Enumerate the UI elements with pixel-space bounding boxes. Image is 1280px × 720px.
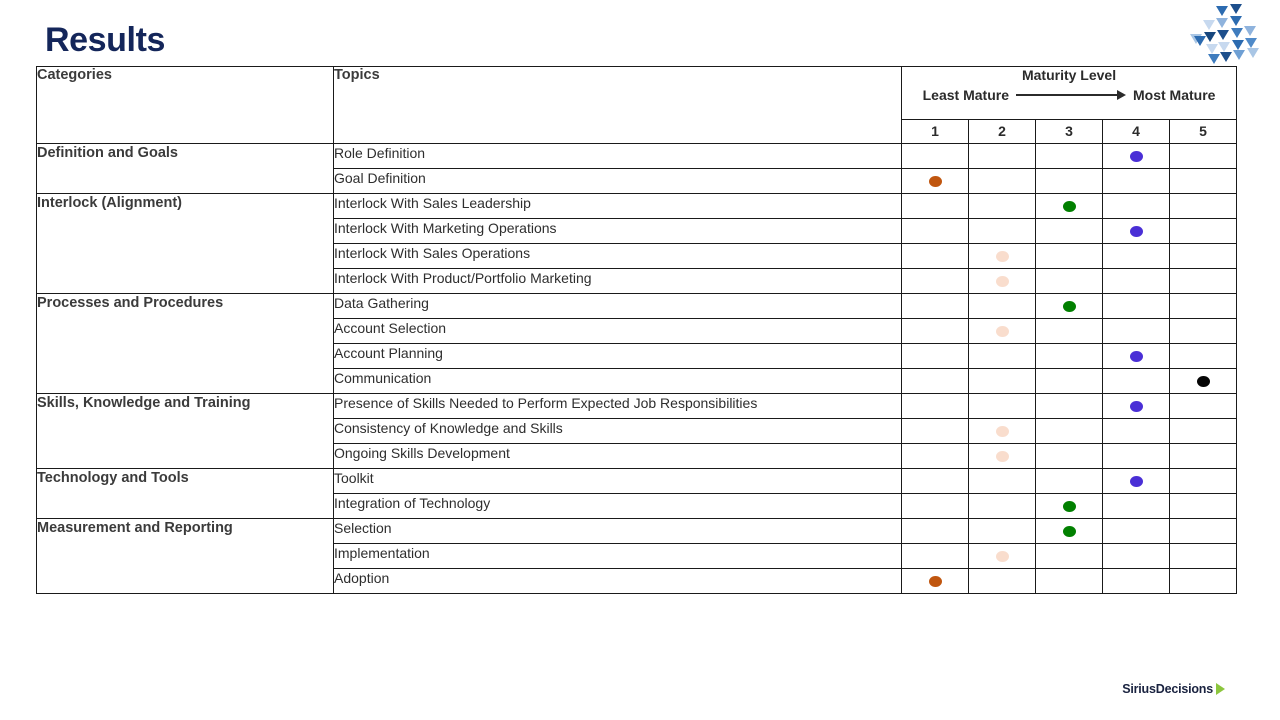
maturity-cell-3[interactable] bbox=[1036, 144, 1103, 169]
topic-cell: Role Definition bbox=[334, 144, 902, 169]
maturity-cell-5[interactable] bbox=[1170, 319, 1237, 344]
table-row bbox=[37, 394, 1237, 419]
maturity-cell-5[interactable] bbox=[1170, 519, 1237, 544]
rating-dot-pink bbox=[996, 451, 1009, 462]
maturity-cell-2[interactable] bbox=[969, 444, 1036, 469]
rating-dot-green bbox=[1063, 201, 1076, 212]
rating-dot-pink bbox=[996, 276, 1009, 287]
maturity-cell-5[interactable] bbox=[1170, 569, 1237, 594]
topic-cell: Toolkit bbox=[334, 469, 902, 494]
topic-cell: Interlock With Sales Operations bbox=[334, 244, 902, 269]
rating-dot-pink bbox=[996, 426, 1009, 437]
rating-dot-green bbox=[1063, 501, 1076, 512]
maturity-cell-3[interactable] bbox=[1036, 169, 1103, 194]
maturity-cell-1[interactable] bbox=[902, 544, 969, 569]
maturity-cell-2[interactable] bbox=[969, 419, 1036, 444]
maturity-level-5-header: 5 bbox=[1170, 120, 1237, 144]
table-row bbox=[37, 294, 1237, 319]
header-maturity-level bbox=[902, 67, 1237, 120]
maturity-cell-1[interactable] bbox=[902, 369, 969, 394]
rating-dot-pink bbox=[996, 326, 1009, 337]
maturity-cell-4[interactable] bbox=[1103, 519, 1170, 544]
maturity-arrow-icon bbox=[1016, 90, 1126, 100]
maturity-cell-4[interactable] bbox=[1103, 419, 1170, 444]
maturity-level-1-header: 1 bbox=[902, 120, 969, 144]
maturity-cell-1[interactable] bbox=[902, 494, 969, 519]
maturity-cell-2[interactable] bbox=[969, 369, 1036, 394]
footer bbox=[1122, 682, 1225, 696]
table-row bbox=[37, 194, 1237, 219]
maturity-cell-3[interactable] bbox=[1036, 419, 1103, 444]
topic-cell: Communication bbox=[334, 369, 902, 394]
maturity-cell-4[interactable] bbox=[1103, 269, 1170, 294]
brand-logo-icon bbox=[1172, 2, 1268, 66]
maturity-cell-4[interactable] bbox=[1103, 319, 1170, 344]
table-row bbox=[37, 144, 1237, 169]
topic-cell: Adoption bbox=[334, 569, 902, 594]
table-row bbox=[37, 519, 1237, 544]
results-table bbox=[36, 66, 1237, 594]
topic-cell: Ongoing Skills Development bbox=[334, 444, 902, 469]
maturity-cell-1[interactable] bbox=[902, 394, 969, 419]
maturity-cell-3[interactable] bbox=[1036, 219, 1103, 244]
maturity-cell-4[interactable] bbox=[1103, 244, 1170, 269]
maturity-cell-2[interactable] bbox=[969, 344, 1036, 369]
topic-cell: Presence of Skills Needed to Perform Expected Job Responsibilities bbox=[334, 394, 902, 419]
maturity-cell-3[interactable] bbox=[1036, 319, 1103, 344]
maturity-cell-1[interactable] bbox=[902, 169, 969, 194]
maturity-cell-1[interactable] bbox=[902, 419, 969, 444]
rating-dot-blue bbox=[1130, 351, 1143, 362]
topic-cell: Account Selection bbox=[334, 319, 902, 344]
maturity-cell-4[interactable] bbox=[1103, 344, 1170, 369]
maturity-cell-3[interactable] bbox=[1036, 469, 1103, 494]
maturity-cell-1[interactable] bbox=[902, 569, 969, 594]
topic-cell: Interlock With Product/Portfolio Marketing bbox=[334, 269, 902, 294]
maturity-cell-3[interactable] bbox=[1036, 519, 1103, 544]
rating-dot-blue bbox=[1130, 476, 1143, 487]
topic-cell: Interlock With Marketing Operations bbox=[334, 219, 902, 244]
maturity-cell-2[interactable] bbox=[969, 219, 1036, 244]
table-body bbox=[37, 144, 1237, 594]
rating-dot-green bbox=[1063, 301, 1076, 312]
maturity-cell-3[interactable] bbox=[1036, 369, 1103, 394]
maturity-cell-1[interactable] bbox=[902, 469, 969, 494]
topic-cell: Account Planning bbox=[334, 344, 902, 369]
maturity-cell-1[interactable] bbox=[902, 244, 969, 269]
maturity-cell-1[interactable] bbox=[902, 319, 969, 344]
maturity-cell-5[interactable] bbox=[1170, 294, 1237, 319]
maturity-cell-1[interactable] bbox=[902, 444, 969, 469]
maturity-cell-2[interactable] bbox=[969, 169, 1036, 194]
header-categories: Categories bbox=[37, 67, 334, 144]
maturity-level-3-header: 3 bbox=[1036, 120, 1103, 144]
footer-brand-label: SiriusDecisions bbox=[1122, 682, 1213, 696]
category-cell: Measurement and Reporting bbox=[37, 519, 334, 594]
maturity-cell-4[interactable] bbox=[1103, 144, 1170, 169]
maturity-cell-4[interactable] bbox=[1103, 294, 1170, 319]
category-cell: Technology and Tools bbox=[37, 469, 334, 519]
maturity-cell-4[interactable] bbox=[1103, 469, 1170, 494]
maturity-cell-1[interactable] bbox=[902, 194, 969, 219]
maturity-cell-1[interactable] bbox=[902, 219, 969, 244]
maturity-cell-5[interactable] bbox=[1170, 369, 1237, 394]
maturity-cell-5[interactable] bbox=[1170, 194, 1237, 219]
maturity-cell-2[interactable] bbox=[969, 494, 1036, 519]
maturity-cell-3[interactable] bbox=[1036, 269, 1103, 294]
maturity-level-2-header: 2 bbox=[969, 120, 1036, 144]
maturity-cell-2[interactable] bbox=[969, 144, 1036, 169]
table-header-row bbox=[37, 67, 1237, 120]
maturity-cell-5[interactable] bbox=[1170, 469, 1237, 494]
topic-cell: Goal Definition bbox=[334, 169, 902, 194]
maturity-cell-4[interactable] bbox=[1103, 219, 1170, 244]
maturity-cell-5[interactable] bbox=[1170, 344, 1237, 369]
maturity-cell-2[interactable] bbox=[969, 544, 1036, 569]
maturity-cell-4[interactable] bbox=[1103, 569, 1170, 594]
maturity-cell-3[interactable] bbox=[1036, 494, 1103, 519]
rating-dot-orange bbox=[929, 176, 942, 187]
category-cell: Skills, Knowledge and Training bbox=[37, 394, 334, 469]
topic-cell: Consistency of Knowledge and Skills bbox=[334, 419, 902, 444]
maturity-cell-2[interactable] bbox=[969, 269, 1036, 294]
maturity-cell-5[interactable] bbox=[1170, 244, 1237, 269]
maturity-cell-3[interactable] bbox=[1036, 394, 1103, 419]
least-mature-label: Least Mature bbox=[922, 87, 1009, 103]
maturity-cell-4[interactable] bbox=[1103, 169, 1170, 194]
table-row bbox=[37, 469, 1237, 494]
footer-triangle-icon bbox=[1216, 683, 1225, 695]
maturity-cell-3[interactable] bbox=[1036, 544, 1103, 569]
maturity-cell-2[interactable] bbox=[969, 519, 1036, 544]
maturity-cell-5[interactable] bbox=[1170, 169, 1237, 194]
maturity-cell-5[interactable] bbox=[1170, 494, 1237, 519]
maturity-cell-3[interactable] bbox=[1036, 194, 1103, 219]
category-cell: Processes and Procedures bbox=[37, 294, 334, 394]
topic-cell: Implementation bbox=[334, 544, 902, 569]
topic-cell: Data Gathering bbox=[334, 294, 902, 319]
maturity-level-label: Maturity Level bbox=[1021, 67, 1117, 83]
maturity-cell-1[interactable] bbox=[902, 519, 969, 544]
maturity-scale bbox=[902, 87, 1236, 103]
maturity-cell-3[interactable] bbox=[1036, 344, 1103, 369]
maturity-cell-4[interactable] bbox=[1103, 444, 1170, 469]
topic-cell: Selection bbox=[334, 519, 902, 544]
rating-dot-orange bbox=[929, 576, 942, 587]
maturity-cell-3[interactable] bbox=[1036, 444, 1103, 469]
rating-dot-blue bbox=[1130, 401, 1143, 412]
maturity-cell-4[interactable] bbox=[1103, 394, 1170, 419]
rating-dot-green bbox=[1063, 526, 1076, 537]
maturity-cell-2[interactable] bbox=[969, 469, 1036, 494]
topic-cell: Integration of Technology bbox=[334, 494, 902, 519]
rating-dot-blue bbox=[1130, 226, 1143, 237]
maturity-cell-5[interactable] bbox=[1170, 219, 1237, 244]
maturity-cell-5[interactable] bbox=[1170, 394, 1237, 419]
maturity-cell-5[interactable] bbox=[1170, 144, 1237, 169]
maturity-cell-3[interactable] bbox=[1036, 244, 1103, 269]
maturity-cell-2[interactable] bbox=[969, 194, 1036, 219]
maturity-cell-1[interactable] bbox=[902, 344, 969, 369]
maturity-cell-4[interactable] bbox=[1103, 194, 1170, 219]
rating-dot-pink bbox=[996, 251, 1009, 262]
maturity-level-4-header: 4 bbox=[1103, 120, 1170, 144]
maturity-cell-4[interactable] bbox=[1103, 494, 1170, 519]
maturity-cell-4[interactable] bbox=[1103, 544, 1170, 569]
maturity-cell-5[interactable] bbox=[1170, 419, 1237, 444]
maturity-cell-2[interactable] bbox=[969, 244, 1036, 269]
rating-dot-blue bbox=[1130, 151, 1143, 162]
maturity-cell-5[interactable] bbox=[1170, 544, 1237, 569]
maturity-cell-2[interactable] bbox=[969, 294, 1036, 319]
page-title: Results bbox=[45, 21, 166, 59]
category-cell: Interlock (Alignment) bbox=[37, 194, 334, 294]
maturity-cell-4[interactable] bbox=[1103, 369, 1170, 394]
rating-dot-black bbox=[1197, 376, 1210, 387]
maturity-cell-1[interactable] bbox=[902, 144, 969, 169]
topic-cell: Interlock With Sales Leadership bbox=[334, 194, 902, 219]
maturity-cell-2[interactable] bbox=[969, 569, 1036, 594]
maturity-cell-3[interactable] bbox=[1036, 294, 1103, 319]
most-mature-label: Most Mature bbox=[1132, 87, 1216, 103]
category-cell: Definition and Goals bbox=[37, 144, 334, 194]
rating-dot-pink bbox=[996, 551, 1009, 562]
maturity-cell-3[interactable] bbox=[1036, 569, 1103, 594]
header-topics: Topics bbox=[334, 67, 902, 144]
maturity-cell-5[interactable] bbox=[1170, 444, 1237, 469]
maturity-cell-2[interactable] bbox=[969, 394, 1036, 419]
maturity-cell-1[interactable] bbox=[902, 294, 969, 319]
maturity-cell-2[interactable] bbox=[969, 319, 1036, 344]
maturity-cell-5[interactable] bbox=[1170, 269, 1237, 294]
maturity-cell-1[interactable] bbox=[902, 269, 969, 294]
